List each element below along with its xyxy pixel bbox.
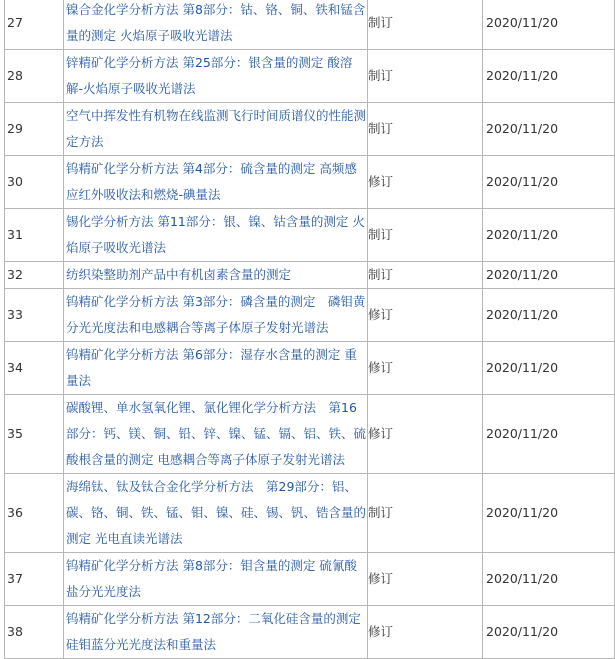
standard-title-cell: [64, 553, 368, 606]
row-number: 34: [5, 342, 64, 395]
issue-date: 2020/11/20: [483, 289, 615, 342]
issue-date: 2020/11/20: [483, 50, 615, 103]
standard-title-link[interactable]: 钨精矿化学分析方法 第8部分：钼含量的测定 硫氰酸盐分光光度法: [66, 558, 357, 599]
issue-date: 2020/11/20: [483, 209, 615, 262]
standard-title-link[interactable]: 钨精矿化学分析方法 第3部分：磷含量的测定 磷钼黄分光光度法和电感耦合等离子体原子发射光谱法: [66, 294, 366, 335]
table-row: [5, 289, 615, 342]
project-type: 修订: [368, 395, 483, 474]
standard-title-cell: [64, 50, 368, 103]
standard-title-link[interactable]: 纺织染整助剂产品中有机卤素含量的测定: [66, 267, 292, 282]
table-row: [5, 262, 615, 289]
issue-date: 2020/11/20: [483, 156, 615, 209]
row-number: 38: [5, 606, 64, 659]
standard-title-link[interactable]: 海绵钛、钛及钛合金化学分析方法 第29部分：铝、碳、铬、铜、铁、锰、钼、镍、硅、锡、钒、锆含量的测定 光电直读光谱法: [66, 479, 367, 546]
issue-date: 2020/11/20: [483, 342, 615, 395]
standard-title-cell: [64, 289, 368, 342]
standard-title-cell: [64, 342, 368, 395]
row-number: 28: [5, 50, 64, 103]
row-number: 36: [5, 474, 64, 553]
table-row: [5, 395, 615, 474]
standard-title-cell: [64, 395, 368, 474]
project-type: 制订: [368, 209, 483, 262]
row-number: 27: [5, 0, 64, 50]
standards-table: [4, 0, 615, 659]
standard-title-link[interactable]: 锡化学分析方法 第11部分：银、镍、钴含量的测定 火焰原子吸收光谱法: [66, 214, 365, 255]
standard-title-cell: [64, 209, 368, 262]
row-number: 35: [5, 395, 64, 474]
project-type: 制订: [368, 0, 483, 50]
standards-table-body: [5, 0, 615, 659]
issue-date: 2020/11/20: [483, 395, 615, 474]
row-number: 37: [5, 553, 64, 606]
standard-title-link[interactable]: 碳酸锂、单水氢氧化锂、氯化锂化学分析方法 第16部分：钙、镁、铜、铅、锌、镍、锰、镉、铝、铁、硫酸根含量的测定 电感耦合等离子体原子发射光谱法: [66, 400, 367, 467]
row-number: 31: [5, 209, 64, 262]
row-number: 30: [5, 156, 64, 209]
standard-title-cell: [64, 0, 368, 50]
row-number: 32: [5, 262, 64, 289]
standard-title-link[interactable]: 空气中挥发性有机物在线监测飞行时间质谱仪的性能测定方法: [66, 108, 367, 149]
standard-title-cell: [64, 474, 368, 553]
issue-date: 2020/11/20: [483, 262, 615, 289]
standard-title-cell: [64, 103, 368, 156]
row-number: 29: [5, 103, 64, 156]
standard-title-cell: [64, 606, 368, 659]
project-type: 制订: [368, 262, 483, 289]
standard-title-link[interactable]: 钨精矿化学分析方法 第6部分：湿存水含量的测定 重量法: [66, 347, 357, 388]
project-type: 制订: [368, 103, 483, 156]
project-type: 制订: [368, 474, 483, 553]
standard-title-link[interactable]: 钨精矿化学分析方法 第12部分：二氧化硅含量的测定 硅钼蓝分光光度法和重量法: [66, 611, 361, 652]
table-row: [5, 606, 615, 659]
issue-date: 2020/11/20: [483, 474, 615, 553]
project-type: 修订: [368, 606, 483, 659]
table-row: [5, 50, 615, 103]
issue-date: 2020/11/20: [483, 553, 615, 606]
standard-title-link[interactable]: 钨精矿化学分析方法 第4部分：硫含量的测定 高频感应红外吸收法和燃烧-碘量法: [66, 161, 357, 202]
table-row: [5, 474, 615, 553]
project-type: 修订: [368, 156, 483, 209]
row-number: 33: [5, 289, 64, 342]
standards-table-container: [4, 0, 615, 659]
table-row: [5, 0, 615, 50]
standard-title-link[interactable]: 镍合金化学分析方法 第8部分：钴、铬、铜、铁和锰含量的测定 火焰原子吸收光谱法: [66, 2, 366, 43]
table-row: [5, 156, 615, 209]
table-row: [5, 553, 615, 606]
issue-date: 2020/11/20: [483, 0, 615, 50]
table-row: [5, 342, 615, 395]
project-type: 制订: [368, 50, 483, 103]
standard-title-link[interactable]: 锌精矿化学分析方法 第25部分：银含量的测定 酸溶解-火焰原子吸收光谱法: [66, 55, 353, 96]
project-type: 修订: [368, 289, 483, 342]
standard-title-cell: [64, 262, 368, 289]
standard-title-cell: [64, 156, 368, 209]
table-row: [5, 209, 615, 262]
issue-date: 2020/11/20: [483, 103, 615, 156]
table-row: [5, 103, 615, 156]
project-type: 修订: [368, 342, 483, 395]
issue-date: 2020/11/20: [483, 606, 615, 659]
project-type: 修订: [368, 553, 483, 606]
